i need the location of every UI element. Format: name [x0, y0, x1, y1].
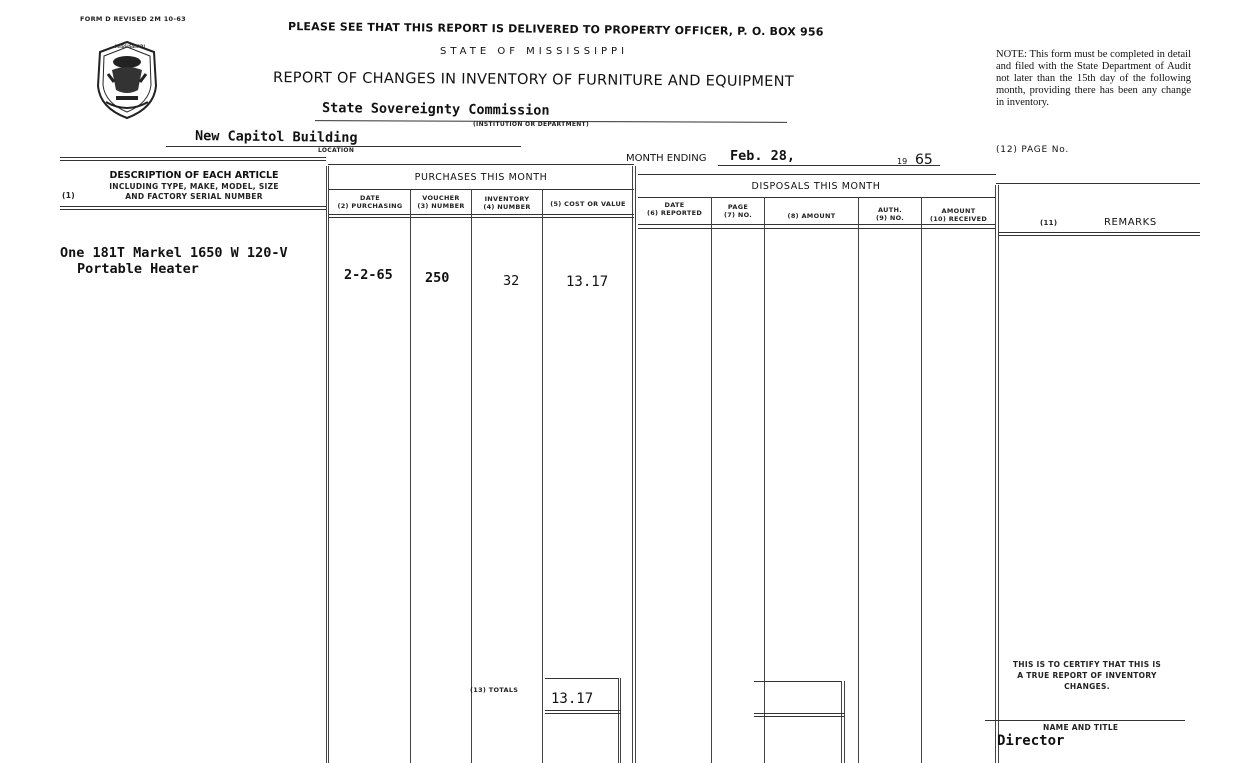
- date-reported-header-2: (6) REPORTED: [646, 209, 703, 217]
- row-inventory: 32: [503, 273, 520, 289]
- inventory-header-1: INVENTORY: [484, 195, 530, 203]
- seal-text: MISSISSIPPI: [115, 44, 146, 49]
- amount-header: (8) AMOUNT: [787, 212, 836, 220]
- voucher-header-2: (3) NUMBER: [417, 202, 465, 210]
- date-purchasing-header-2: (2) PURCHASING: [337, 202, 403, 210]
- description-subheader-2: AND FACTORY SERIAL NUMBER: [125, 192, 263, 201]
- description-subheader-1: INCLUDING TYPE, MAKE, MODEL, SIZE: [109, 182, 279, 191]
- form-title: REPORT OF CHANGES IN INVENTORY OF FURNITURE AND EQUIPMENT: [272, 70, 795, 91]
- description-column-number: (1): [62, 191, 75, 200]
- year-prefix: 19: [897, 157, 908, 166]
- remarks-column-number: (11): [1040, 219, 1058, 227]
- date-purchasing-header-1: DATE: [360, 194, 380, 202]
- state-seal-icon: [94, 40, 160, 120]
- voucher-header-1: VOUCHER: [422, 194, 460, 202]
- purchases-header: PURCHASES THIS MONTH: [414, 172, 548, 183]
- inventory-header-2: (4) NUMBER: [483, 203, 531, 211]
- month-ending-label: MONTH ENDING: [626, 153, 707, 164]
- filing-note: NOTE: This form must be completed in detail and filed with the State Department of Audit not later than the 15th day of the following month, providing there has been any change in inventory.: [996, 49, 1191, 108]
- state-name: STATE OF MISSISSIPPI: [440, 46, 629, 57]
- location-label: LOCATION: [318, 147, 355, 154]
- row-description-line-2: Portable Heater: [77, 261, 199, 277]
- form-revision: FORM D REVISED 2M 10-63: [80, 15, 186, 23]
- signer-title: Director: [997, 733, 1065, 749]
- row-description-line-1: One 181T Markel 1650 W 120-V: [60, 245, 288, 261]
- month-ending-value: Feb. 28,: [730, 148, 796, 164]
- cost-header: (5) COST OR VALUE: [550, 200, 626, 208]
- certification-line-1: THIS IS TO CERTIFY THAT THIS IS: [1012, 660, 1162, 669]
- remarks-header: REMARKS: [1104, 217, 1157, 228]
- delivery-notice: PLEASE SEE THAT THIS REPORT IS DELIVERED TO PROPERTY OFFICER, P. O. BOX 956: [287, 20, 824, 39]
- description-header: DESCRIPTION OF EACH ARTICLE: [109, 170, 279, 181]
- amount-received-header-2: (10) RECEIVED: [929, 215, 988, 223]
- page-header-2: (7) NO.: [723, 211, 753, 219]
- row-date-purchasing: 2-2-65: [344, 267, 393, 283]
- totals-value: 13.17: [551, 691, 594, 707]
- auth-header-2: (9) NO.: [875, 214, 905, 222]
- location-value: New Capitol Building: [194, 128, 358, 146]
- row-voucher: 250: [425, 270, 450, 286]
- page-header-1: PAGE: [727, 203, 749, 211]
- institution-label: (INSTITUTION OR DEPARTMENT): [473, 121, 589, 128]
- institution-value: State Sovereignty Commission: [321, 100, 550, 119]
- name-title-label: NAME AND TITLE: [1043, 723, 1119, 732]
- year-value: 65: [915, 152, 933, 168]
- disposals-header: DISPOSALS THIS MONTH: [751, 181, 881, 192]
- certification-line-3: CHANGES.: [1064, 682, 1110, 691]
- page-number-label: (12) PAGE No.: [996, 145, 1070, 155]
- row-cost: 13.17: [566, 274, 609, 290]
- totals-label: (13) TOTALS: [470, 686, 519, 694]
- amount-received-header-1: AMOUNT: [941, 207, 976, 215]
- date-reported-header-1: DATE: [664, 201, 685, 209]
- auth-header-1: AUTH.: [878, 206, 902, 214]
- certification-line-2: A TRUE REPORT OF INVENTORY: [1017, 671, 1157, 680]
